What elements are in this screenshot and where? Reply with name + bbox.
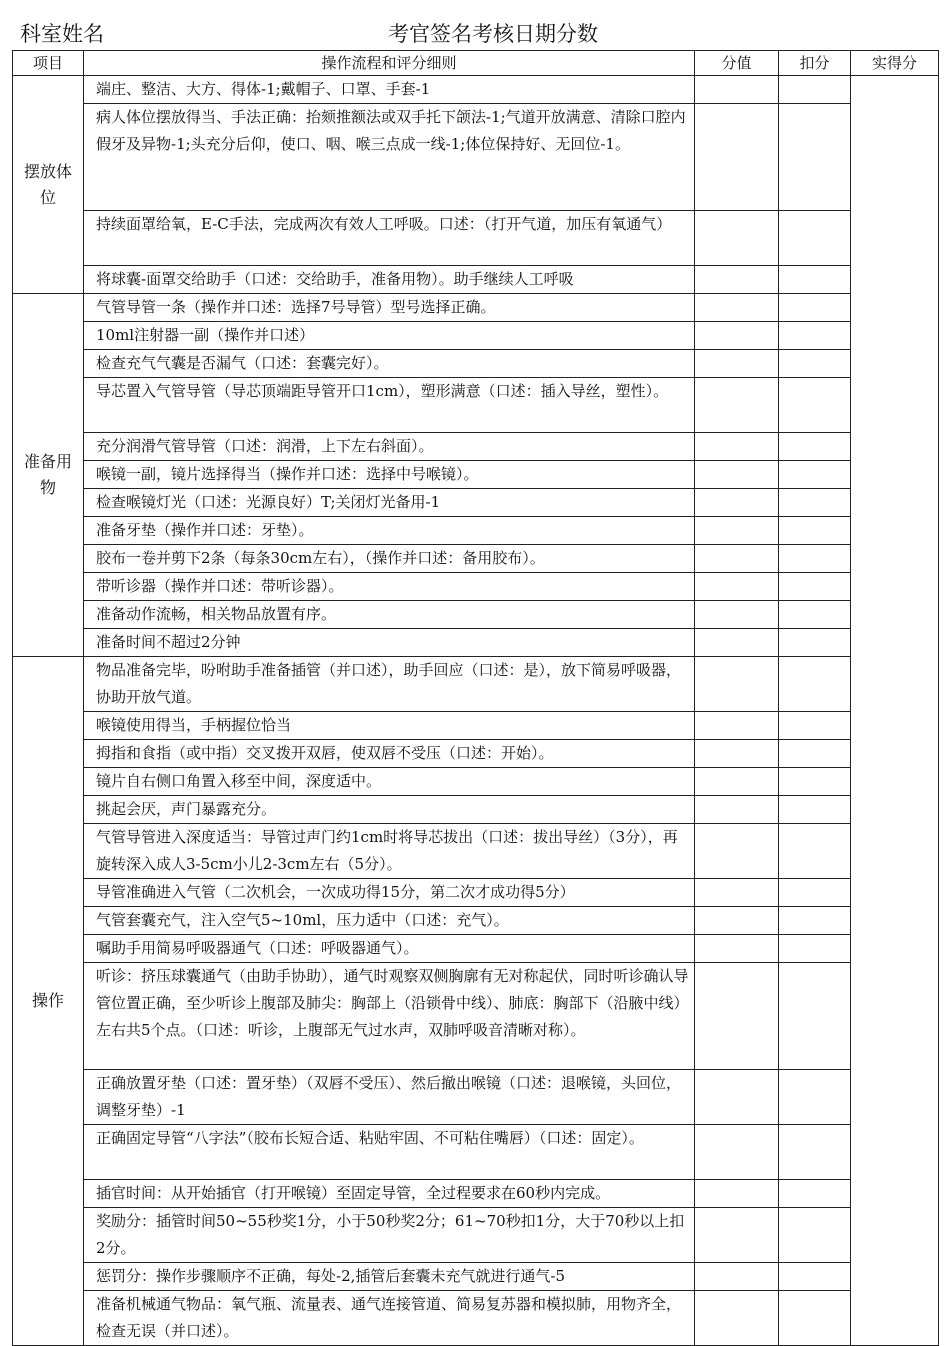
points-cell	[695, 573, 779, 601]
points-cell	[695, 350, 779, 378]
points-cell	[695, 1291, 779, 1346]
row-detail: 胶布一卷并剪下2条（每条30cm左右），（操作并口述：备用胶布）。	[84, 545, 695, 573]
points-cell	[695, 935, 779, 963]
table-row	[13, 712, 939, 740]
deduct-cell	[779, 489, 851, 517]
points-cell	[695, 294, 779, 322]
row-detail: 准备时间不超过2分钟	[84, 629, 695, 657]
points-cell	[695, 461, 779, 489]
points-cell	[695, 629, 779, 657]
deduct-cell	[779, 461, 851, 489]
deduct-cell	[779, 963, 851, 1070]
deduct-cell	[779, 1125, 851, 1180]
row-detail: 奖励分：插管时间50~55秒奖1分，小于50秒奖2分；61~70秒扣1分，大于70秒以上扣2分。	[84, 1208, 695, 1263]
row-detail: 准备机械通气物品：氧气瓶、流量表、通气连接管道、简易复苏器和模拟肺，用物齐全，检查无误（并口述）。	[84, 1291, 695, 1346]
table-row	[13, 879, 939, 907]
row-detail: 气管套囊充气，注入空气5~10ml，压力适中（口述：充气）。	[84, 907, 695, 935]
table-row	[13, 1180, 939, 1208]
points-cell	[695, 824, 779, 879]
table-row	[13, 907, 939, 935]
points-cell	[695, 879, 779, 907]
table-row	[13, 935, 939, 963]
row-detail: 正确固定导管“八字法”（胶布长短合适、粘贴牢固、不可粘住嘴唇）（口述：固定）。	[84, 1125, 695, 1180]
row-detail: 带听诊器（操作并口述：带听诊器）。	[84, 573, 695, 601]
deduct-cell	[779, 378, 851, 433]
column-actual: 实得分	[851, 51, 939, 76]
table-row	[13, 1263, 939, 1291]
table-row	[13, 573, 939, 601]
points-cell	[695, 76, 779, 104]
table-row	[13, 266, 939, 294]
deduct-cell	[779, 879, 851, 907]
deduct-cell	[779, 76, 851, 104]
deduct-cell	[779, 1263, 851, 1291]
deduct-cell	[779, 768, 851, 796]
points-cell	[695, 266, 779, 294]
table-row	[13, 963, 939, 1070]
table-row	[13, 768, 939, 796]
deduct-cell	[779, 322, 851, 350]
row-detail: 病人体位摆放得当、手法正确：抬颏推额法或双手托下颌法-1;气道开放满意、清除口腔内假牙及异物-1;头充分后仰，使口、咽、喉三点成一线-1;体位保持好、无回位-1。	[84, 104, 695, 211]
row-detail: 气管导管一条（操作并口述：选择7号导管）型号选择正确。	[84, 294, 695, 322]
table-row	[13, 378, 939, 433]
deduct-cell	[779, 796, 851, 824]
deduct-cell	[779, 573, 851, 601]
column-points: 分值	[695, 51, 779, 76]
row-detail: 准备动作流畅，相关物品放置有序。	[84, 601, 695, 629]
header-department-name: 科室姓名	[20, 22, 104, 46]
row-detail: 端庄、整洁、大方、得体-1;戴帽子、口罩、手套-1	[84, 76, 695, 104]
table-row	[13, 657, 939, 712]
points-cell	[695, 322, 779, 350]
row-detail: 惩罚分：操作步骤顺序不正确，每处-2,插管后套囊未充气就进行通气-5	[84, 1263, 695, 1291]
row-detail: 物品准备完毕，吩咐助手准备插管（并口述），助手回应（口述：是），放下简易呼吸器，协助开放气道。	[84, 657, 695, 712]
table-row	[13, 517, 939, 545]
table-row	[13, 1125, 939, 1180]
points-cell	[695, 1070, 779, 1125]
points-cell	[695, 907, 779, 935]
points-cell	[695, 601, 779, 629]
row-detail: 正确放置牙垫（口述：置牙垫）（双唇不受压）、然后撤出喉镜（口述：退喉镜，头回位，调整牙垫）-1	[84, 1070, 695, 1125]
table-row	[13, 740, 939, 768]
deduct-cell	[779, 294, 851, 322]
category-operation: 操作	[13, 657, 84, 1346]
scoring-table	[12, 50, 939, 1346]
points-cell	[695, 378, 779, 433]
deduct-cell	[779, 1291, 851, 1346]
row-detail: 挑起会厌，声门暴露充分。	[84, 796, 695, 824]
row-detail: 听诊：挤压球囊通气（由助手协助），通气时观察双侧胸廓有无对称起伏，同时听诊确认导管位置正确，至少听诊上腹部及肺尖：胸部上（沿锁骨中线）、肺底：胸部下（沿腋中线）左右共5个点。（口述：听诊，上腹部无气过水声，双肺呼吸音清晰对称）。	[84, 963, 695, 1070]
actual-score-cell	[851, 76, 939, 1346]
deduct-cell	[779, 350, 851, 378]
row-detail: 气管导管进入深度适当：导管过声门约1cm时将导芯拔出（口述：拔出导丝）（3分），再旋转深入成人3-5cm小儿2-3cm左右（5分）。	[84, 824, 695, 879]
points-cell	[695, 657, 779, 712]
column-item: 项目	[13, 51, 84, 76]
row-detail: 检查喉镜灯光（口述：光源良好）T;关闭灯光备用-1	[84, 489, 695, 517]
points-cell	[695, 768, 779, 796]
points-cell	[695, 1180, 779, 1208]
deduct-cell	[779, 433, 851, 461]
deduct-cell	[779, 545, 851, 573]
deduct-cell	[779, 657, 851, 712]
table-header-row	[13, 51, 939, 76]
points-cell	[695, 963, 779, 1070]
deduct-cell	[779, 601, 851, 629]
points-cell	[695, 1125, 779, 1180]
table-row	[13, 433, 939, 461]
deduct-cell	[779, 907, 851, 935]
column-detail: 操作流程和评分细则	[84, 51, 695, 76]
row-detail: 导芯置入气管导管（导芯顶端距导管开口1cm），塑形满意（口述：插入导丝，塑性）。	[84, 378, 695, 433]
points-cell	[695, 740, 779, 768]
row-detail: 镜片自右侧口角置入移至中间，深度适中。	[84, 768, 695, 796]
table-row	[13, 322, 939, 350]
table-row	[13, 104, 939, 211]
points-cell	[695, 1263, 779, 1291]
points-cell	[695, 104, 779, 211]
deduct-cell	[779, 104, 851, 211]
header-examiner-date-score: 考官签名考核日期分数	[388, 22, 598, 46]
row-detail: 嘱助手用简易呼吸器通气（口述：呼吸器通气）。	[84, 935, 695, 963]
table-row	[13, 796, 939, 824]
points-cell	[695, 433, 779, 461]
deduct-cell	[779, 1208, 851, 1263]
row-detail: 检查充气气囊是否漏气（口述：套囊完好）。	[84, 350, 695, 378]
deduct-cell	[779, 517, 851, 545]
row-detail: 充分润滑气管导管（口述：润滑，上下左右斜面）。	[84, 433, 695, 461]
points-cell	[695, 489, 779, 517]
row-detail: 导管准确进入气管（二次机会，一次成功得15分，第二次才成功得5分）	[84, 879, 695, 907]
table-row	[13, 629, 939, 657]
category-position: 摆放体 位	[13, 76, 84, 294]
deduct-cell	[779, 1070, 851, 1125]
table-row	[13, 350, 939, 378]
table-row	[13, 211, 939, 266]
table-row	[13, 294, 939, 322]
points-cell	[695, 545, 779, 573]
row-detail: 喉镜使用得当，手柄握位恰当	[84, 712, 695, 740]
table-row	[13, 1291, 939, 1346]
table-row	[13, 601, 939, 629]
row-detail: 准备牙垫（操作并口述：牙垫）。	[84, 517, 695, 545]
points-cell	[695, 211, 779, 266]
row-detail: 10ml注射器一副（操作并口述）	[84, 322, 695, 350]
row-detail: 插官时间：从开始插官（打开喉镜）至固定导管，全过程要求在60秒内完成。	[84, 1180, 695, 1208]
points-cell	[695, 796, 779, 824]
points-cell	[695, 712, 779, 740]
deduct-cell	[779, 935, 851, 963]
table-row	[13, 824, 939, 879]
deduct-cell	[779, 712, 851, 740]
row-detail: 拇指和食指（或中指）交叉拨开双唇，使双唇不受压（口述：开始）。	[84, 740, 695, 768]
deduct-cell	[779, 266, 851, 294]
row-detail: 持续面罩给氧，E-C手法，完成两次有效人工呼吸。口述：（打开气道，加压有氧通气）	[84, 211, 695, 266]
table-row	[13, 1208, 939, 1263]
row-detail: 喉镜一副，镜片选择得当（操作并口述：选择中号喉镜）。	[84, 461, 695, 489]
table-row	[13, 461, 939, 489]
points-cell	[695, 517, 779, 545]
table-row	[13, 1070, 939, 1125]
table-row	[13, 489, 939, 517]
table-row	[13, 545, 939, 573]
category-prepare-items: 准备用 物	[13, 294, 84, 657]
deduct-cell	[779, 740, 851, 768]
points-cell	[695, 1208, 779, 1263]
row-detail: 将球囊-面罩交给助手（口述：交给助手，准备用物）。助手继续人工呼吸	[84, 266, 695, 294]
deduct-cell	[779, 629, 851, 657]
deduct-cell	[779, 211, 851, 266]
deduct-cell	[779, 1180, 851, 1208]
deduct-cell	[779, 824, 851, 879]
table-row	[13, 76, 939, 104]
column-deduct: 扣分	[779, 51, 851, 76]
